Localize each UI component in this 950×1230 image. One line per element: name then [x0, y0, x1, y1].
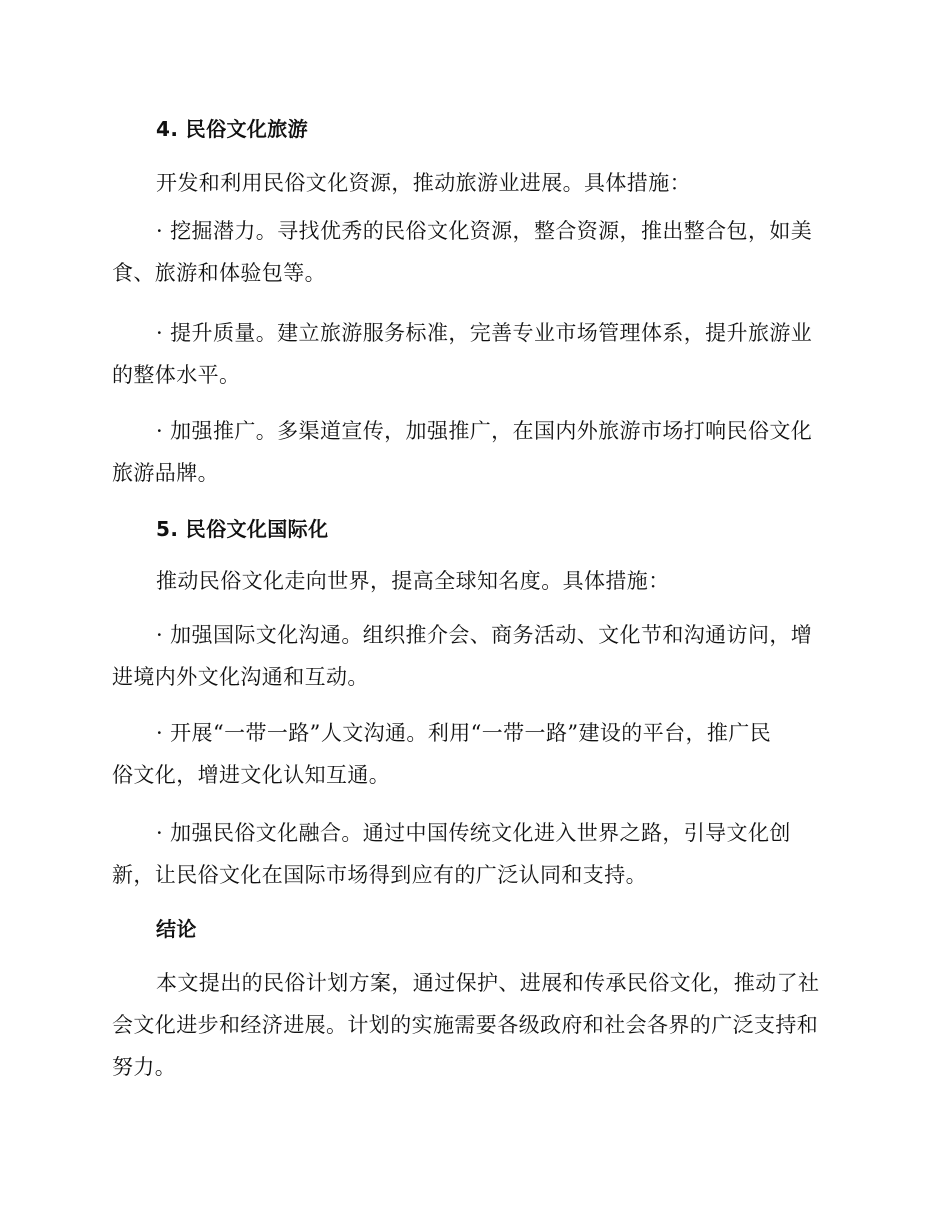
bullet-line: · 加强国际文化沟通。组织推介会、商务活动、文化节和沟通访问，增: [156, 623, 813, 647]
bullet-line: · 挖掘潜力。寻找优秀的民俗文化资源，整合资源，推出整合包，如美: [156, 219, 813, 243]
bullet-line: 食、旅游和体验包等。: [112, 261, 326, 285]
bullet-line: 的整体水平。: [112, 363, 241, 387]
section-4-intro-text: 开发和利用民俗文化资源，推动旅游业进展。具体措施：: [156, 171, 691, 195]
section-4-intro: [112, 162, 832, 204]
bullet-line: · 加强民俗文化融合。通过中国传统文化进入世界之路，引导文化创: [156, 821, 791, 845]
section-5-intro: [112, 560, 832, 602]
section-5-bullet-3: [112, 812, 832, 896]
conclusion-heading: 结论: [156, 917, 197, 941]
bullet-line: 俗文化，增进文化认知互通。: [112, 763, 391, 787]
section-5-bullet-2: [112, 712, 832, 796]
bullet-line: · 加强推广。多渠道宣传，加强推广，在国内外旅游市场打响民俗文化: [156, 419, 813, 443]
section-heading-4: 4. 民俗文化旅游: [156, 117, 309, 141]
section-5-intro-text: 推动民俗文化走向世界，提高全球知名度。具体措施：: [156, 569, 670, 593]
section-heading-5: 5. 民俗文化国际化: [156, 517, 329, 541]
bullet-line: · 提升质量。建立旅游服务标准，完善专业市场管理体系，提升旅游业: [156, 321, 813, 345]
section-4-bullet-2: [112, 312, 832, 396]
section-4-bullet-3: [112, 410, 832, 494]
conclusion-paragraph: [112, 962, 832, 1088]
bullet-line: 旅游品牌。: [112, 461, 219, 485]
bullet-line: · 开展“一带一路”人文沟通。利用“一带一路”建设的平台，推广民: [156, 721, 772, 745]
section-5-bullet-1: [112, 614, 832, 698]
conclusion-line: 会文化进步和经济进展。计划的实施需要各级政府和社会各界的广泛支持和: [112, 1013, 819, 1037]
bullet-line: 进境内外文化沟通和互动。: [112, 665, 369, 689]
section-4-bullet-1: [112, 210, 832, 294]
conclusion-line: 本文提出的民俗计划方案，通过保护、进展和传承民俗文化，推动了社: [156, 971, 820, 995]
bullet-line: 新，让民俗文化在国际市场得到应有的广泛认同和支持。: [112, 863, 647, 887]
conclusion-line: 努力。: [112, 1055, 177, 1079]
